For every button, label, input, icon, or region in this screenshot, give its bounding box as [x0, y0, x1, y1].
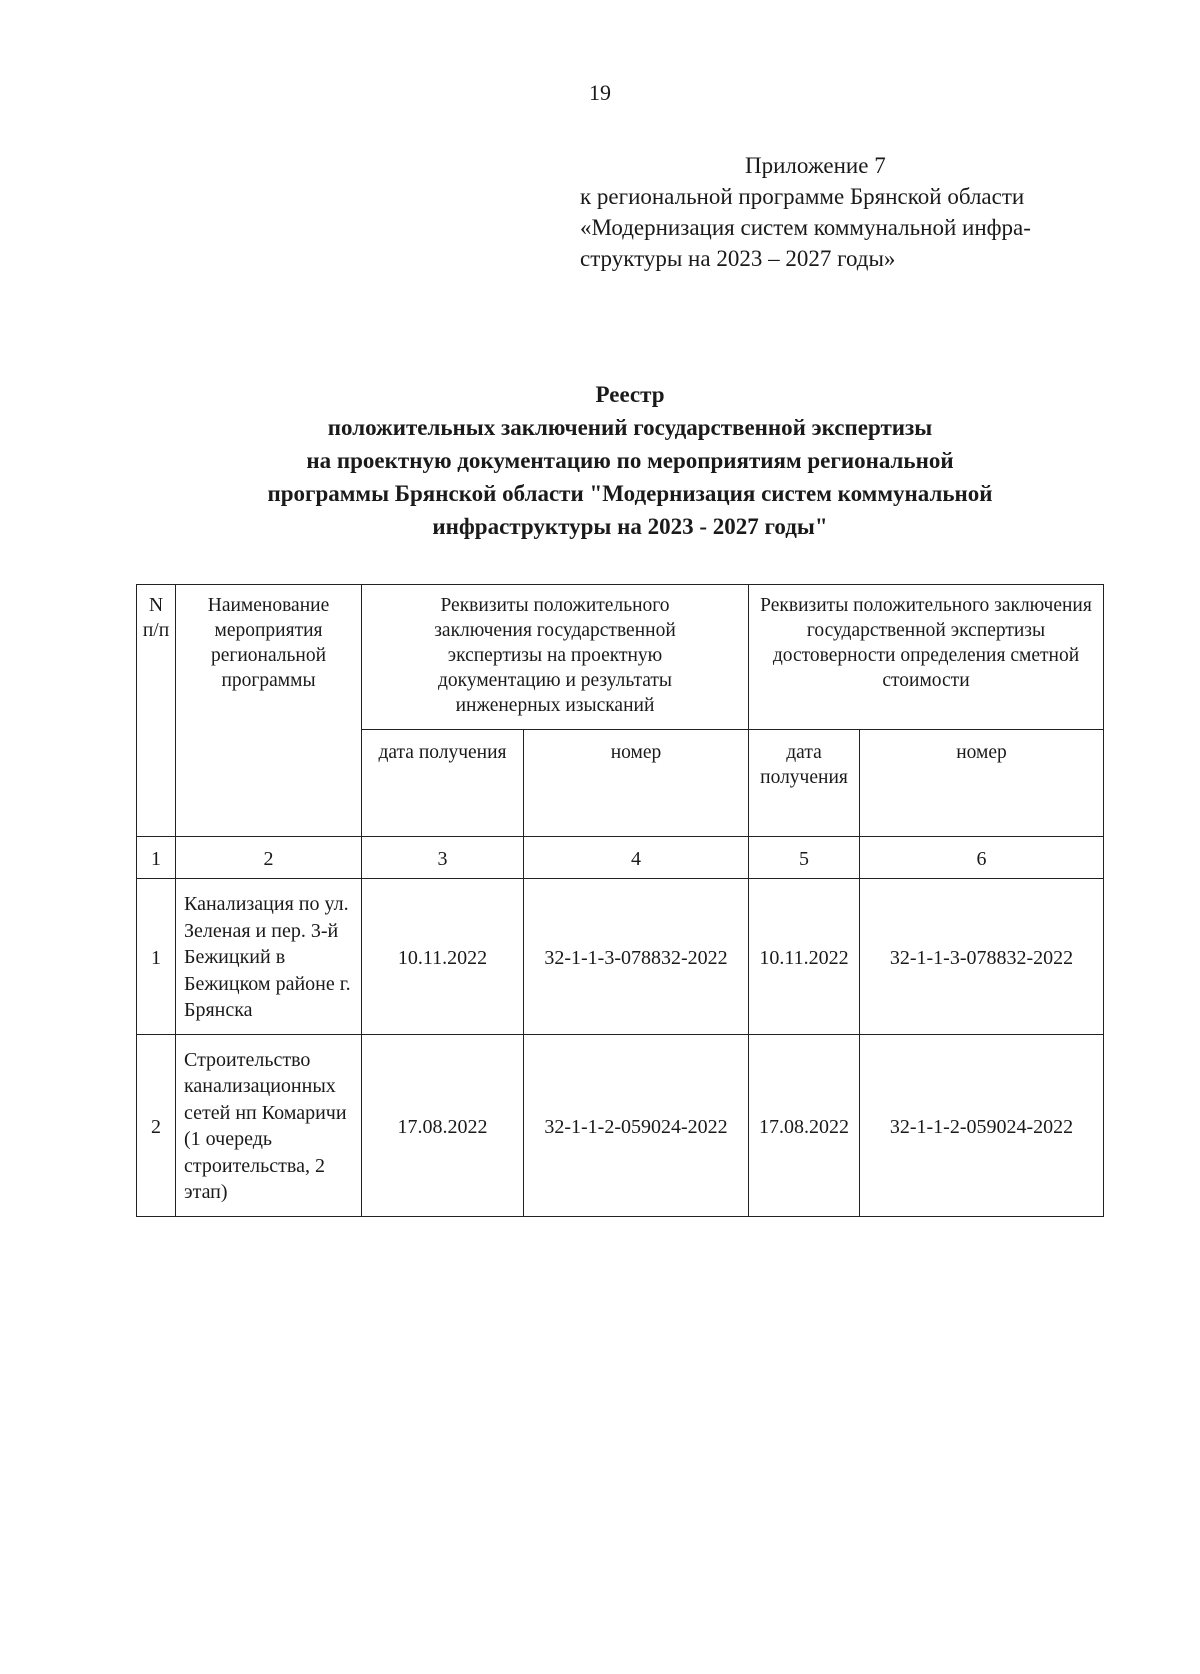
header-num: N п/п [137, 585, 176, 837]
table-row [137, 1034, 1104, 1216]
appendix-title: Приложение 7 [745, 153, 886, 178]
column-number: 4 [524, 837, 749, 879]
row-name: Канализация по ул. Зеленая и пер. 3-й Бежицкий в Бежицком районе г. Брянска [176, 879, 362, 1035]
row-name: Строительство канализационных сетей нп Комаричи (1 очередь строительства, 2 этап) [176, 1034, 362, 1216]
row-date-project: 10.11.2022 [362, 879, 524, 1035]
row-number-project: 32-1-1-3-078832-2022 [524, 879, 749, 1035]
row-num: 2 [137, 1034, 176, 1216]
row-number-estimate: 32-1-1-3-078832-2022 [860, 879, 1104, 1035]
header-date-project: дата получения [362, 730, 524, 837]
appendix-line: «Модернизация систем коммунальной инфра- [580, 215, 1031, 240]
row-date-estimate: 10.11.2022 [749, 879, 860, 1035]
appendix-line: к региональной программе Брянской области [580, 184, 1025, 209]
row-number-project: 32-1-1-2-059024-2022 [524, 1034, 749, 1216]
page-number: 19 [589, 80, 611, 105]
header-number-project: номер [524, 730, 749, 837]
header-name: Наименование мероприятия региональной программы [176, 585, 362, 837]
header-number-estimate: номер [860, 730, 1104, 837]
column-number: 5 [749, 837, 860, 879]
header-group-project: Реквизиты положительного заключения государственной экспертизы на проектную документацию и результаты инженерных изысканий [362, 585, 749, 730]
column-number: 3 [362, 837, 524, 879]
row-num: 1 [137, 879, 176, 1035]
header-group-estimate: Реквизиты положительного заключения государственной экспертизы достоверности определения сметной стоимости [749, 585, 1104, 730]
appendix-line: структуры на 2023 – 2027 годы» [580, 246, 896, 271]
column-number-row [137, 837, 1104, 879]
row-date-project: 17.08.2022 [362, 1034, 524, 1216]
table-row [137, 879, 1104, 1035]
header-date-estimate: дата получения [749, 730, 860, 837]
appendix-block [580, 150, 1140, 274]
column-number: 1 [137, 837, 176, 879]
registry-title-line: положительных заключений государственной экспертизы [327, 415, 933, 440]
registry-title-line: инфраструктуры на 2023 - 2027 годы" [432, 514, 828, 539]
registry-title-line: на проектную документацию по мероприятиям региональной [306, 448, 954, 473]
registry-table [136, 584, 1104, 1217]
row-date-estimate: 17.08.2022 [749, 1034, 860, 1216]
header-row [137, 585, 1104, 730]
registry-title [100, 378, 1160, 543]
registry-title-line: программы Брянской области "Модернизация систем коммунальной [267, 481, 993, 506]
registry-title-line: Реестр [595, 382, 665, 407]
column-number: 2 [176, 837, 362, 879]
row-number-estimate: 32-1-1-2-059024-2022 [860, 1034, 1104, 1216]
column-number: 6 [860, 837, 1104, 879]
